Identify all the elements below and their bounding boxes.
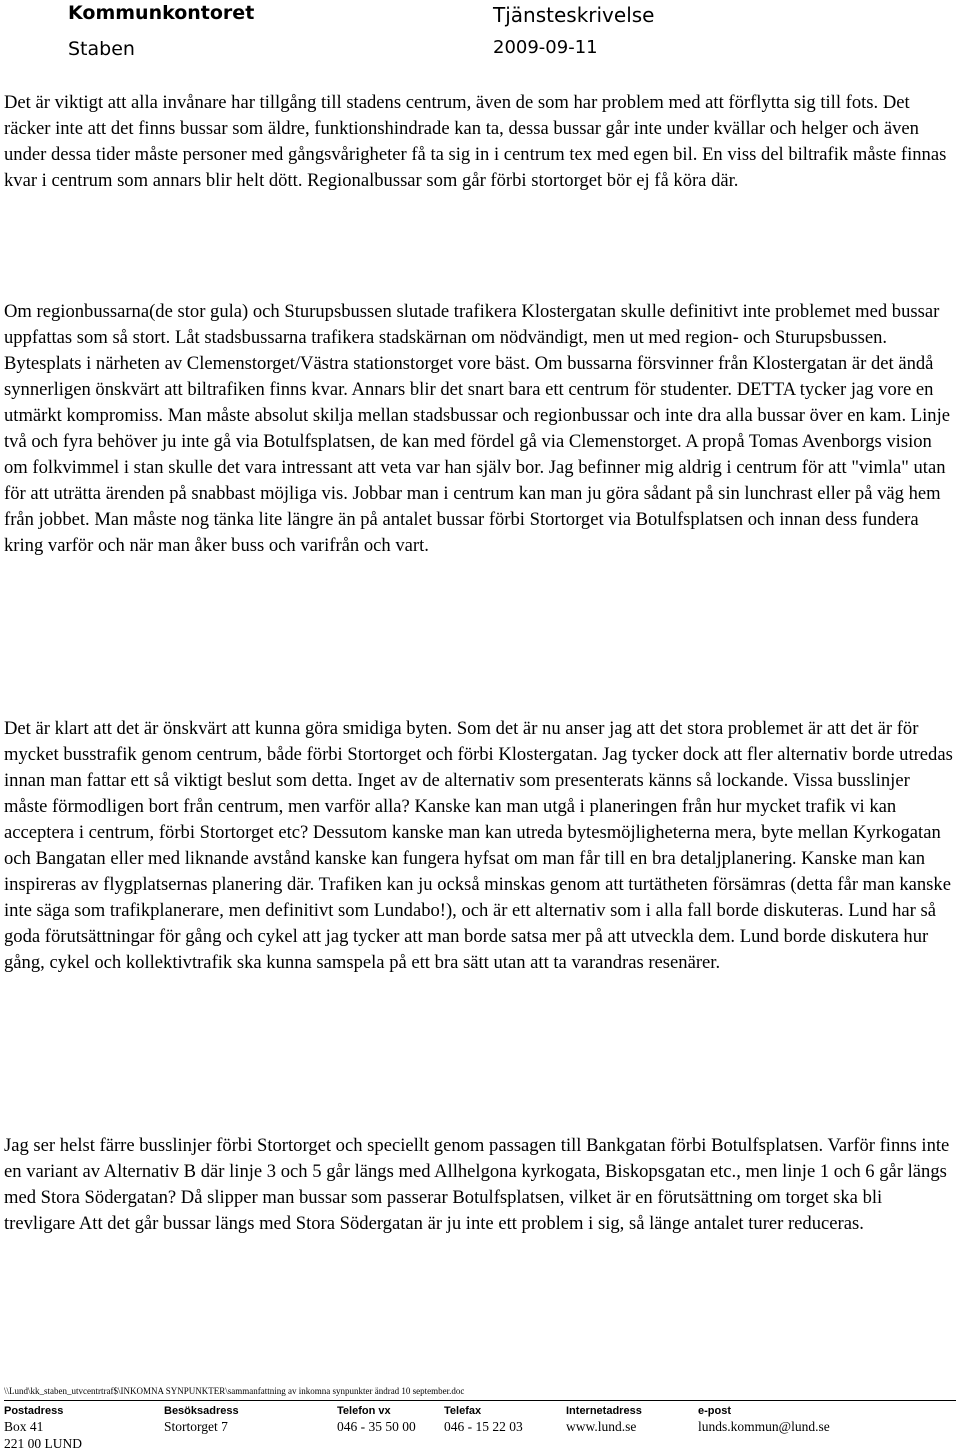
phone-label: Telefon vx bbox=[337, 1405, 391, 1417]
website-label: Internetadress bbox=[566, 1405, 642, 1417]
document-type: Tjänsteskrivelse bbox=[493, 3, 655, 27]
fax-value: 046 - 15 22 03 bbox=[444, 1419, 523, 1434]
footer-divider bbox=[4, 1400, 956, 1401]
paragraph: Om regionbussarna(de stor gula) och Sturupsbussen slutade trafikera Klostergatan skulle definitivt inte problemet med bussar uppfattas som så stort. Låt stadsbussarna trafikera stadskärnan om nödvändigt, men ut med region- och Sturupsbussen. Bytesplats i närheten av Clemenstorget/Västra stationstorget vore bäst. Om bussarna försvinner från Klostergatan är det ändå synnerligen önskvärt att biltrafiken finns kvar. Annars blir det snart bara ett centrum för studenter. DETTA tycker jag vore en utmärkt kompromiss. Man måste absolut skilja mellan stadsbussar och regionbussar och inte dra alla bussar över en kam. Linje två och fyra behöver ju inte gå via Botulfsplatsen, de kan med fördel gå via Clemenstorget. A propå Tomas Avenborgs vision om folkvimmel i stan skulle det vara intressant att veta var han själv bor. Jag befinner mig aldrig i centrum för att "vimla" utan för att uträtta ärenden på snabbast möjliga vis. Jobbar man i centrum kan man ju göra sådant på sin lunchrast eller på väg hem från jobbet. Man måste nog tänka lite längre än på antalet bussar förbi Stortorget via Botulfsplatsen och innan dess fundera kring varför och när man åker buss och varifrån och vart. bbox=[4, 301, 951, 556]
postal-address-line1: Box 41 bbox=[4, 1419, 44, 1434]
paragraph: Jag ser helst färre busslinjer förbi Stortorget och speciellt genom passagen till Bankgatan förbi Botulfsplatsen. Varför finns inte en variant av Alternativ B där linje 3 och 5 går längs med Allhelgona kyrkogata, Biskopsgatan etc., men linje 1 och 6 går längs med Stora Södergatan? Då slipper man bussar som passerar Botulfsplatsen, vilket är en förutsättning om torget ska bli trevligare Att det går bussar längs med Stora Södergatan är ju inte ett problem i sig, så länge antalet turer reduceras. bbox=[4, 1135, 950, 1234]
fax-label: Telefax bbox=[444, 1405, 482, 1417]
email-link[interactable]: lunds.kommun@lund.se bbox=[698, 1419, 830, 1434]
email-label: e-post bbox=[698, 1405, 731, 1417]
phone-value: 046 - 35 50 00 bbox=[337, 1419, 416, 1434]
visiting-address-value: Stortorget 7 bbox=[164, 1419, 228, 1434]
postal-address-line2: 221 00 LUND bbox=[4, 1436, 82, 1451]
paragraph: Det är viktigt att alla invånare har tillgång till stadens centrum, även de som har problem med att förflytta sig till fots. Det räcker inte att det finns bussar som äldre, funktionshindrade kan ta, dessa bussar går inte under kvällar och helger och även under dessa tider måste personer med gångsvårigheter få ta sig in i centrum tex med egen bil. En viss del biltrafik måste finnas kvar i centrum som annars blir helt dött. Regionalbussar som går förbi stortorget bör ej få köra där. bbox=[4, 92, 947, 191]
file-path: \\Lund\kk_staben_utvcentrtraf$\INKOMNA SYNPUNKTER\sammanfattning av inkomna synpunkter ändrad 10 september.doc bbox=[4, 1386, 465, 1396]
document-date: 2009-09-11 bbox=[493, 37, 598, 58]
postal-address-label: Postadress bbox=[4, 1405, 64, 1417]
visiting-address-label: Besöksadress bbox=[164, 1405, 239, 1417]
org-name: Kommunkontoret bbox=[68, 2, 255, 24]
paragraph: Det är klart att det är önskvärt att kunna göra smidiga byten. Som det är nu anser jag att det stora problemet är att det är för mycket busstrafik genom centrum, både förbi Stortorget och förbi Klostergatan. Jag tycker dock att fler alternativ borde utredas innan man fattar ett så viktigt beslut som detta. Inget av de alternativ som presenterats känns så lockande. Vissa busslinjer måste förmodligen bort från centrum, men varför alla? Kanske kan man utgå i planeringen från hur mycket trafik vi kan acceptera i centrum, förbi Stortorget etc? Dessutom kanske man kan utreda bytesmöjligheterna mera, byte mellan Kyrkogatan och Bangatan eller med liknande avstånd kanske kan fungera hyfsat om man får till en bra detaljplanering. Kanske man kan inspireras av flygplatsernas planering där. Trafiken kan ju också minskas genom att turtätheten försämras (detta får man kanske inte säga som trafikplanerare, men definitivt som Lundabo!), och är ett alternativ som i alla fall borde diskuteras. Lund har så goda förutsättningar för gång och cykel att jag tycker att man borde satsa mer på att utveckla dem. Lund borde diskutera hur gång, cykel och kollektivtrafik ska kunna samspela på ett bra sätt utan att ta varandras resenärer. bbox=[4, 718, 953, 973]
website-link[interactable]: www.lund.se bbox=[566, 1419, 637, 1434]
department-name: Staben bbox=[68, 38, 135, 60]
